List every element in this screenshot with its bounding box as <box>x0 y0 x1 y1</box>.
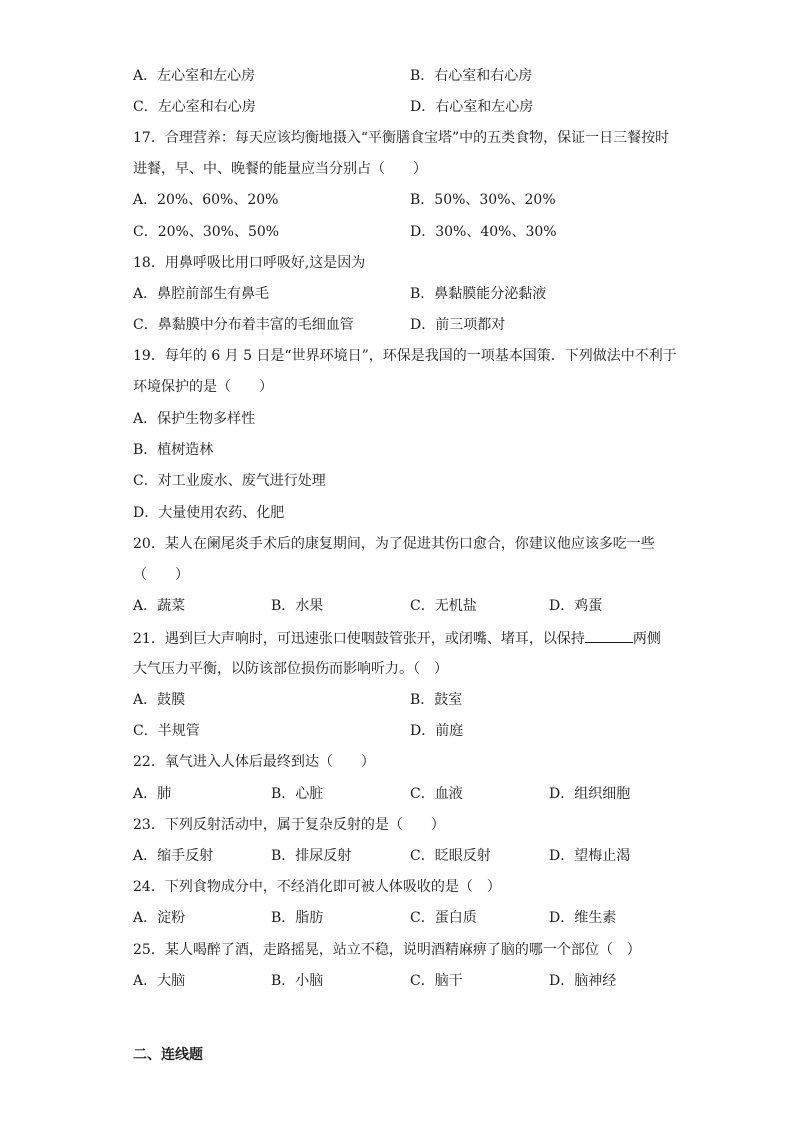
option-b: B．水果 <box>271 598 324 614</box>
option-b: B．右心室和右心房 <box>410 68 533 84</box>
option-b: B．植树造林 <box>133 442 214 458</box>
option-c: C．半规管 <box>133 723 200 739</box>
option-d: D．大量使用农药、化肥 <box>133 505 285 521</box>
option-c: C．鼻黏膜中分布着丰富的毛细血管 <box>133 317 354 333</box>
option-b: B．鼻黏膜能分泌黏液 <box>410 286 547 302</box>
option-b: B．心脏 <box>271 786 324 802</box>
option-c: C．无机盐 <box>410 598 477 614</box>
question-17-stem-line-1: 17．合理营养：每天应该均衡地摄入“平衡膳食宝塔”中的五类食物，保证一日三餐按时 <box>133 130 670 146</box>
option-d: D．30%、40%、30% <box>410 224 557 240</box>
question-21-stem-part-b: 两侧 <box>632 631 661 647</box>
option-c: C．脑干 <box>410 973 463 989</box>
option-a: A．鼓膜 <box>133 692 186 708</box>
question-17-stem-line-2: 进餐，早、中、晚餐的能量应当分别占（ ） <box>133 161 427 177</box>
option-c: C．对工业废水、废气进行处理 <box>133 473 326 489</box>
option-d: D．望梅止渴 <box>549 848 631 864</box>
option-d: D．脑神经 <box>549 973 617 989</box>
option-d: D．鸡蛋 <box>549 598 603 614</box>
section-heading: 二、连线题 <box>133 1047 203 1063</box>
answer-blank[interactable] <box>585 628 633 643</box>
option-d: D．右心室和左心房 <box>410 99 534 115</box>
option-a: A．蔬菜 <box>133 598 186 614</box>
question-18-stem: 18．用鼻呼吸比用口呼吸好,这是因为 <box>133 255 366 271</box>
option-a: A．淀粉 <box>133 910 186 926</box>
option-d: D．前庭 <box>410 723 464 739</box>
option-a: A．左心室和左心房 <box>133 68 256 84</box>
option-a: A．缩手反射 <box>133 848 214 864</box>
option-b: B．脂肪 <box>271 910 324 926</box>
option-d: D．维生素 <box>549 910 617 926</box>
option-c: C．眨眼反射 <box>410 848 491 864</box>
question-19-stem-line-2: 环境保护的是（ ） <box>133 379 273 395</box>
question-23-stem: 23．下列反射活动中，属于复杂反射的是（ ） <box>133 817 445 833</box>
option-b: B．排尿反射 <box>271 848 352 864</box>
question-22-stem: 22．氧气进入人体后最终到达（ ） <box>133 754 375 770</box>
option-a: A．保护生物多样性 <box>133 411 256 427</box>
question-20-stem-line-2: （ ） <box>133 567 189 583</box>
option-c: C．蛋白质 <box>410 910 477 926</box>
option-d: D．前三项都对 <box>410 317 506 333</box>
option-a: A．大脑 <box>133 973 186 989</box>
option-b: B．小脑 <box>271 973 324 989</box>
option-c: C．左心室和右心房 <box>133 99 256 115</box>
option-c: C．20%、30%、50% <box>133 224 280 240</box>
option-c: C．血液 <box>410 786 463 802</box>
option-a: A．鼻腔前部生有鼻毛 <box>133 286 270 302</box>
option-a: A．20%、60%、20% <box>133 192 279 208</box>
option-d: D．组织细胞 <box>549 786 631 802</box>
option-b: B．鼓室 <box>410 692 463 708</box>
question-21-stem-line-1 <box>133 628 693 648</box>
question-21-stem-part-a: 21．遇到巨大声响时，可迅速张口使咽鼓管张开，或闭嘴、堵耳，以保持 <box>133 631 585 647</box>
option-a: A．肺 <box>133 786 172 802</box>
question-24-stem: 24．下列食物成分中，不经消化即可被人体吸收的是（ ） <box>133 879 501 895</box>
question-21-stem-line-2: 大气压力平衡，以防该部位损伤而影响听力。（ ） <box>133 661 448 677</box>
question-25-stem: 25．某人喝醉了酒，走路摇晃，站立不稳，说明酒精麻痹了脑的哪一个部位（ ） <box>133 942 641 958</box>
question-20-stem-line-1: 20．某人在阑尾炎手术后的康复期间，为了促进其伤口愈合，你建议他应该多吃一些 <box>133 536 655 552</box>
question-19-stem-line-1: 19．每年的 6 月 5 日是“世界环境日”，环保是我国的一项基本国策．下列做法中不利于 <box>133 348 677 364</box>
option-b: B．50%、30%、20% <box>410 192 556 208</box>
